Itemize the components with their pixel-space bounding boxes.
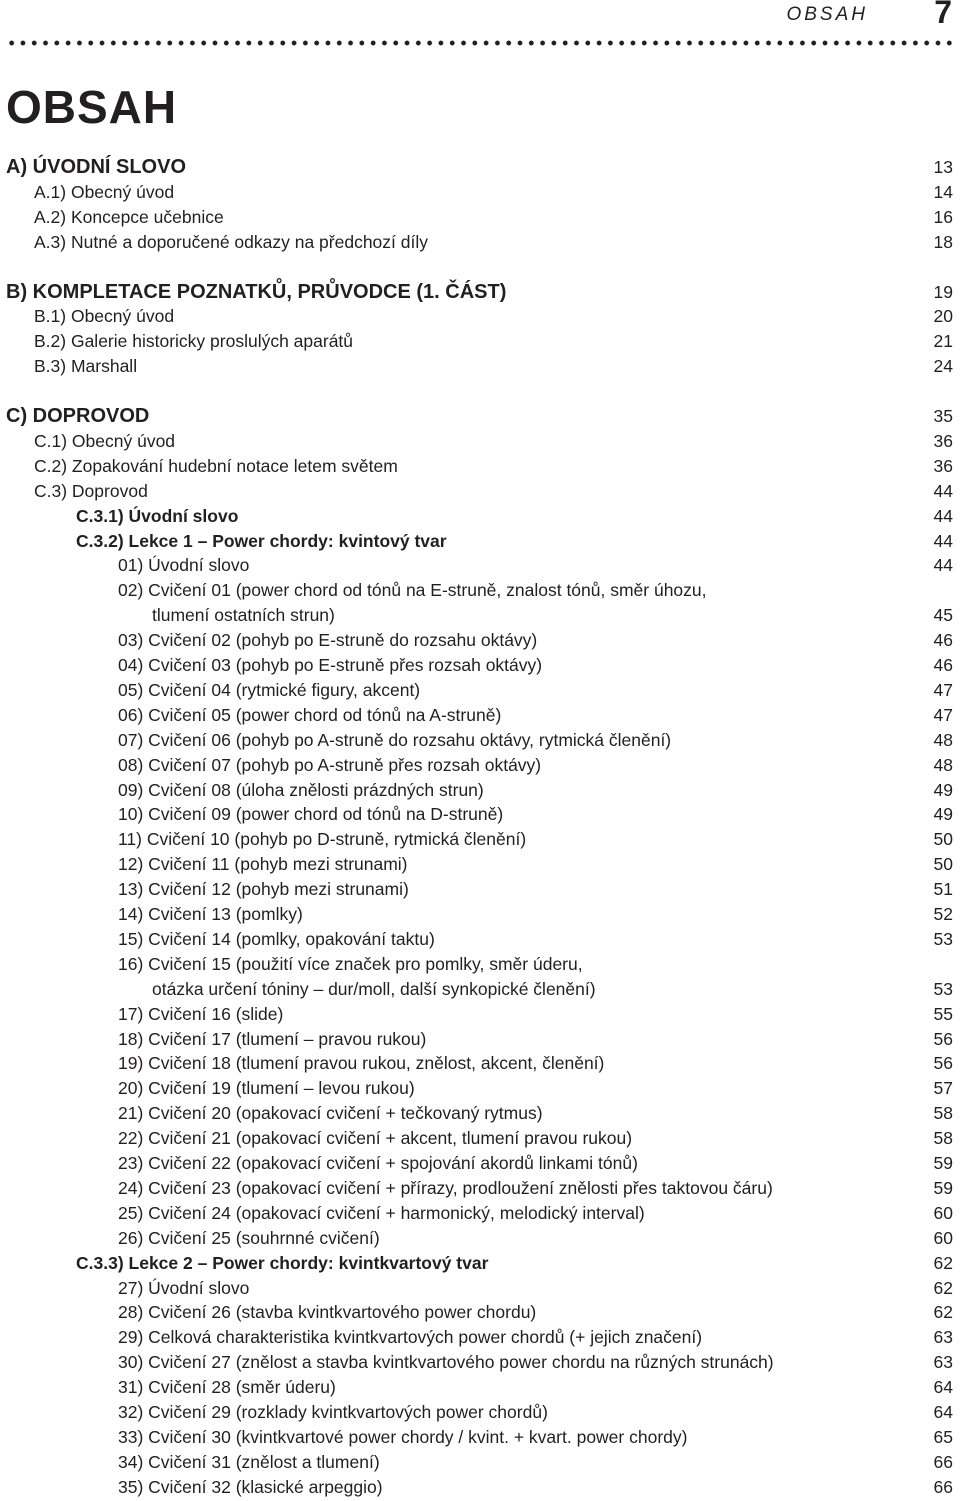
toc-entry-page: 35 (933, 406, 953, 426)
toc-entry (0, 1375, 960, 1400)
toc-entry-page: 63 (933, 1327, 953, 1348)
toc-entry-page: 49 (933, 779, 953, 800)
toc-entry-title: 02) Cvičení 01 (power chord od tónů na E-struně, znalost tónů, směr úhozu, (118, 580, 707, 601)
toc-entry (0, 553, 960, 578)
toc-entry (0, 1425, 960, 1450)
toc-entry-title: A.3) Nutné a doporučené odkazy na předchozí díly (34, 231, 428, 252)
toc-entry (0, 180, 960, 205)
page-title: OBSAH (6, 81, 178, 133)
toc-entry-title: C.1) Obecný úvod (34, 430, 176, 451)
dotted-rule (6, 40, 954, 46)
toc-entry-page: 52 (933, 904, 953, 924)
toc-entry-title: 33) Cvičení 30 (kvintkvartové power chordy / kvint. + kvart. power chordy) (118, 1426, 688, 1447)
toc-entry-title: 24) Cvičení 23 (opakovací cvičení + přírazy, prodloužení znělosti přes taktovou čáru) (118, 1177, 773, 1198)
toc-entry-title: 03) Cvičení 02 (pohyb po E-struně do rozsahu oktávy) (118, 630, 538, 651)
toc-entry-page: 50 (933, 854, 953, 875)
toc-entry-title: 31) Cvičení 28 (směr úderu) (118, 1377, 336, 1398)
toc-entry (0, 354, 960, 379)
toc-entry-title: 04) Cvičení 03 (pohyb po E-struně přes rozsah oktávy) (118, 655, 543, 675)
toc-entry-title: 35) Cvičení 32 (klasické arpeggio) (118, 1476, 383, 1497)
toc-entry (0, 728, 960, 753)
toc-entry-title: 23) Cvičení 22 (opakovací cvičení + spojování akordů linkami tónů) (118, 1153, 638, 1173)
toc-entry-page: 59 (933, 1153, 953, 1173)
toc-entry (0, 1350, 960, 1375)
toc-entry-title: A.1) Obecný úvod (34, 181, 175, 202)
toc-entry-title: otázka určení tóniny – dur/moll, další synkopické členění) (152, 978, 596, 999)
toc-entry-page: 62 (933, 1302, 953, 1323)
toc-entry-page: 62 (933, 1277, 953, 1298)
toc-entry-title: 11) Cvičení 10 (pohyb po D-struně, rytmická členění) (118, 829, 527, 850)
toc-entry (0, 827, 960, 852)
toc-entry-title: 10) Cvičení 09 (power chord od tónů na D-struně) (118, 804, 504, 825)
toc-entry-page: 47 (933, 704, 953, 725)
toc-entry-page: 20 (933, 306, 953, 327)
toc-entry (0, 902, 960, 927)
toc-entry-title: A.2) Koncepce učebnice (34, 206, 224, 227)
toc-entry-title: 21) Cvičení 20 (opakovací cvičení + tečkovaný rytmus) (118, 1103, 543, 1124)
toc-entry-title: 12) Cvičení 11 (pohyb mezi strunami) (118, 854, 408, 875)
toc-entry (0, 155, 960, 180)
toc-entry-page: 46 (933, 655, 953, 675)
toc-entry-page: 59 (933, 1177, 953, 1198)
toc-entry-page: 53 (933, 978, 953, 999)
running-header (0, 0, 960, 50)
toc-entry-title: 09) Cvičení 08 (úloha znělosti prázdných strun) (118, 779, 484, 800)
toc-entry-page: 44 (933, 555, 953, 576)
toc-entry-title: 20) Cvičení 19 (tlumení – levou rukou) (118, 1078, 415, 1099)
toc-entry (0, 529, 960, 554)
toc-entry-page: 14 (933, 181, 953, 202)
toc-entry (0, 1126, 960, 1151)
toc-entry (0, 1300, 960, 1325)
toc-entry-title: A) ÚVODNÍ SLOVO (6, 156, 187, 178)
toc-entry (0, 927, 960, 952)
toc-entry-title: 17) Cvičení 16 (slide) (118, 1003, 284, 1024)
toc-entry-title: 22) Cvičení 21 (opakovací cvičení + akcent, tlumení pravou rukou) (118, 1128, 633, 1149)
toc-entry-page: 65 (933, 1426, 953, 1447)
toc-entry-page: 56 (933, 1053, 953, 1074)
toc-entry-title: 32) Cvičení 29 (rozklady kvintkvartových power chordů) (118, 1402, 548, 1422)
toc-entry-title: 26) Cvičení 25 (souhrnné cvičení) (118, 1227, 380, 1248)
toc-entry-title: B.2) Galerie historicky proslulých aparátů (34, 331, 354, 352)
toc-entry-page: 45 (933, 605, 953, 626)
toc-entry (0, 877, 960, 902)
toc-entry-title: 14) Cvičení 13 (pomlky) (118, 904, 303, 924)
toc-entry-page: 16 (933, 206, 953, 227)
toc-entry-title: C.3.3) Lekce 2 – Power chordy: kvintkvartový tvar (76, 1252, 489, 1273)
toc-entry (0, 703, 960, 728)
toc-entry (0, 678, 960, 703)
toc-entry (0, 628, 960, 653)
toc-entry-title: C) DOPROVOD (6, 405, 150, 427)
toc-entry-page: 46 (933, 630, 953, 651)
toc-entry-page: 62 (933, 1252, 953, 1273)
toc-entry (0, 653, 960, 678)
toc-entry-page: 63 (933, 1352, 953, 1373)
toc-entry (0, 1027, 960, 1052)
toc-entry (0, 205, 960, 230)
toc-entry-title: 13) Cvičení 12 (pohyb mezi strunami) (118, 879, 409, 900)
toc-entry-page: 48 (933, 729, 953, 750)
toc-entry-title: B) KOMPLETACE POZNATKŮ, PRŮVODCE (1. ČÁST) (6, 280, 507, 303)
toc-entry-page: 44 (933, 505, 953, 526)
toc-entry (0, 578, 960, 603)
toc-entry-page: 56 (933, 1028, 953, 1049)
toc-entry-page: 58 (933, 1128, 953, 1149)
toc-entry-page: 44 (933, 530, 953, 551)
toc-entry-title: C.3.1) Úvodní slovo (76, 505, 239, 526)
toc-entry-page: 36 (933, 455, 953, 476)
toc-entry-page: 64 (933, 1402, 953, 1422)
toc-entry (0, 1101, 960, 1126)
toc-entry-title: C.3) Doprovod (34, 480, 148, 501)
toc-entry (0, 1176, 960, 1201)
toc-entry-title: 01) Úvodní slovo (118, 555, 250, 576)
toc-entry-title: 34) Cvičení 31 (znělost a tlumení) (118, 1451, 380, 1472)
toc-entry-page: 18 (933, 231, 953, 252)
toc-entry-title: C.2) Zopakování hudební notace letem světem (34, 455, 398, 476)
toc-entry-page: 48 (933, 754, 953, 775)
toc-entry-page: 50 (933, 829, 953, 850)
toc-entry (0, 852, 960, 877)
toc-entry (0, 1276, 960, 1301)
toc-entry-title: 08) Cvičení 07 (pohyb po A-struně přes rozsah oktávy) (118, 754, 542, 775)
toc-entry-title: C.3.2) Lekce 1 – Power chordy: kvintový tvar (76, 530, 447, 551)
toc-entry-title: 25) Cvičení 24 (opakovací cvičení + harmonický, melodický interval) (118, 1202, 645, 1223)
toc-entry (0, 1002, 960, 1027)
toc-entry-title: 15) Cvičení 14 (pomlky, opakování taktu) (118, 928, 435, 949)
toc-entry (0, 1475, 960, 1500)
toc-entry (0, 504, 960, 529)
toc-entry (0, 1226, 960, 1251)
toc-entry (0, 454, 960, 479)
toc-entry-page: 60 (933, 1227, 953, 1248)
toc-entry (0, 329, 960, 354)
toc-entry (0, 1325, 960, 1350)
toc-entry-title: 19) Cvičení 18 (tlumení pravou rukou, znělost, akcent, členění) (118, 1053, 605, 1074)
toc-entry (0, 1400, 960, 1425)
toc-entry-title: 29) Celková charakteristika kvintkvartových power chordů (+ jejich značení) (118, 1327, 703, 1348)
toc-entry-page: 66 (933, 1451, 953, 1472)
toc-entry-page: 53 (933, 928, 953, 949)
toc-entry-title: 18) Cvičení 17 (tlumení – pravou rukou) (118, 1028, 427, 1049)
toc-entry (0, 1076, 960, 1101)
toc-entry-title: 27) Úvodní slovo (118, 1277, 250, 1298)
toc-entry (0, 1051, 960, 1076)
toc-entry (0, 977, 960, 1002)
toc-entry-page: 57 (933, 1078, 953, 1099)
toc-entry (0, 479, 960, 504)
toc-entry (0, 230, 960, 255)
toc-entry-page: 47 (933, 679, 953, 700)
toc-entry (0, 1251, 960, 1276)
toc-entry (0, 753, 960, 778)
toc-entry-page: 24 (933, 356, 953, 377)
running-header-title: OBSAH (786, 4, 868, 25)
toc-entry-title: 16) Cvičení 15 (použití více značek pro pomlky, směr úderu, (118, 953, 583, 974)
page-number: 7 (934, 0, 952, 30)
toc-entry-page: 36 (933, 430, 953, 451)
toc-entry (0, 304, 960, 329)
toc-entry (0, 952, 960, 977)
toc-entry-page: 58 (933, 1103, 953, 1124)
toc-entry (0, 603, 960, 628)
toc-entry-title: tlumení ostatních strun) (152, 605, 335, 626)
toc-entry (0, 1151, 960, 1176)
toc-entry-page: 64 (933, 1377, 953, 1398)
toc-entry (0, 429, 960, 454)
toc-entry-title: 06) Cvičení 05 (power chord od tónů na A-struně) (118, 704, 502, 725)
toc-entry (0, 280, 960, 305)
toc-entry-title: 07) Cvičení 06 (pohyb po A-struně do rozsahu oktávy, rytmická členění) (118, 729, 672, 750)
toc-entry-page: 44 (933, 480, 953, 501)
toc-entry-page: 19 (933, 281, 953, 302)
toc-entry (0, 1201, 960, 1226)
toc-entry (0, 802, 960, 827)
toc-entry-title: 28) Cvičení 26 (stavba kvintkvartového power chordu) (118, 1302, 537, 1323)
toc-entry (0, 778, 960, 803)
toc-entry-title: 05) Cvičení 04 (rytmické figury, akcent) (118, 679, 421, 700)
toc-entry-title: B.1) Obecný úvod (34, 306, 175, 327)
toc-entry-page: 49 (933, 804, 953, 825)
toc-entry-page: 13 (933, 157, 953, 177)
toc-entry (0, 404, 960, 429)
toc-entry-page: 21 (933, 331, 953, 352)
toc-entry-title: 30) Cvičení 27 (znělost a stavba kvintkvartového power chordu na různých strunách) (118, 1352, 774, 1373)
toc-entry-page: 66 (933, 1476, 953, 1497)
toc-entry-page: 55 (933, 1003, 953, 1024)
toc-entry (0, 1450, 960, 1475)
toc-entry-title: B.3) Marshall (34, 356, 138, 377)
toc-entry-page: 51 (933, 879, 953, 900)
toc-entry-page: 60 (933, 1202, 953, 1223)
